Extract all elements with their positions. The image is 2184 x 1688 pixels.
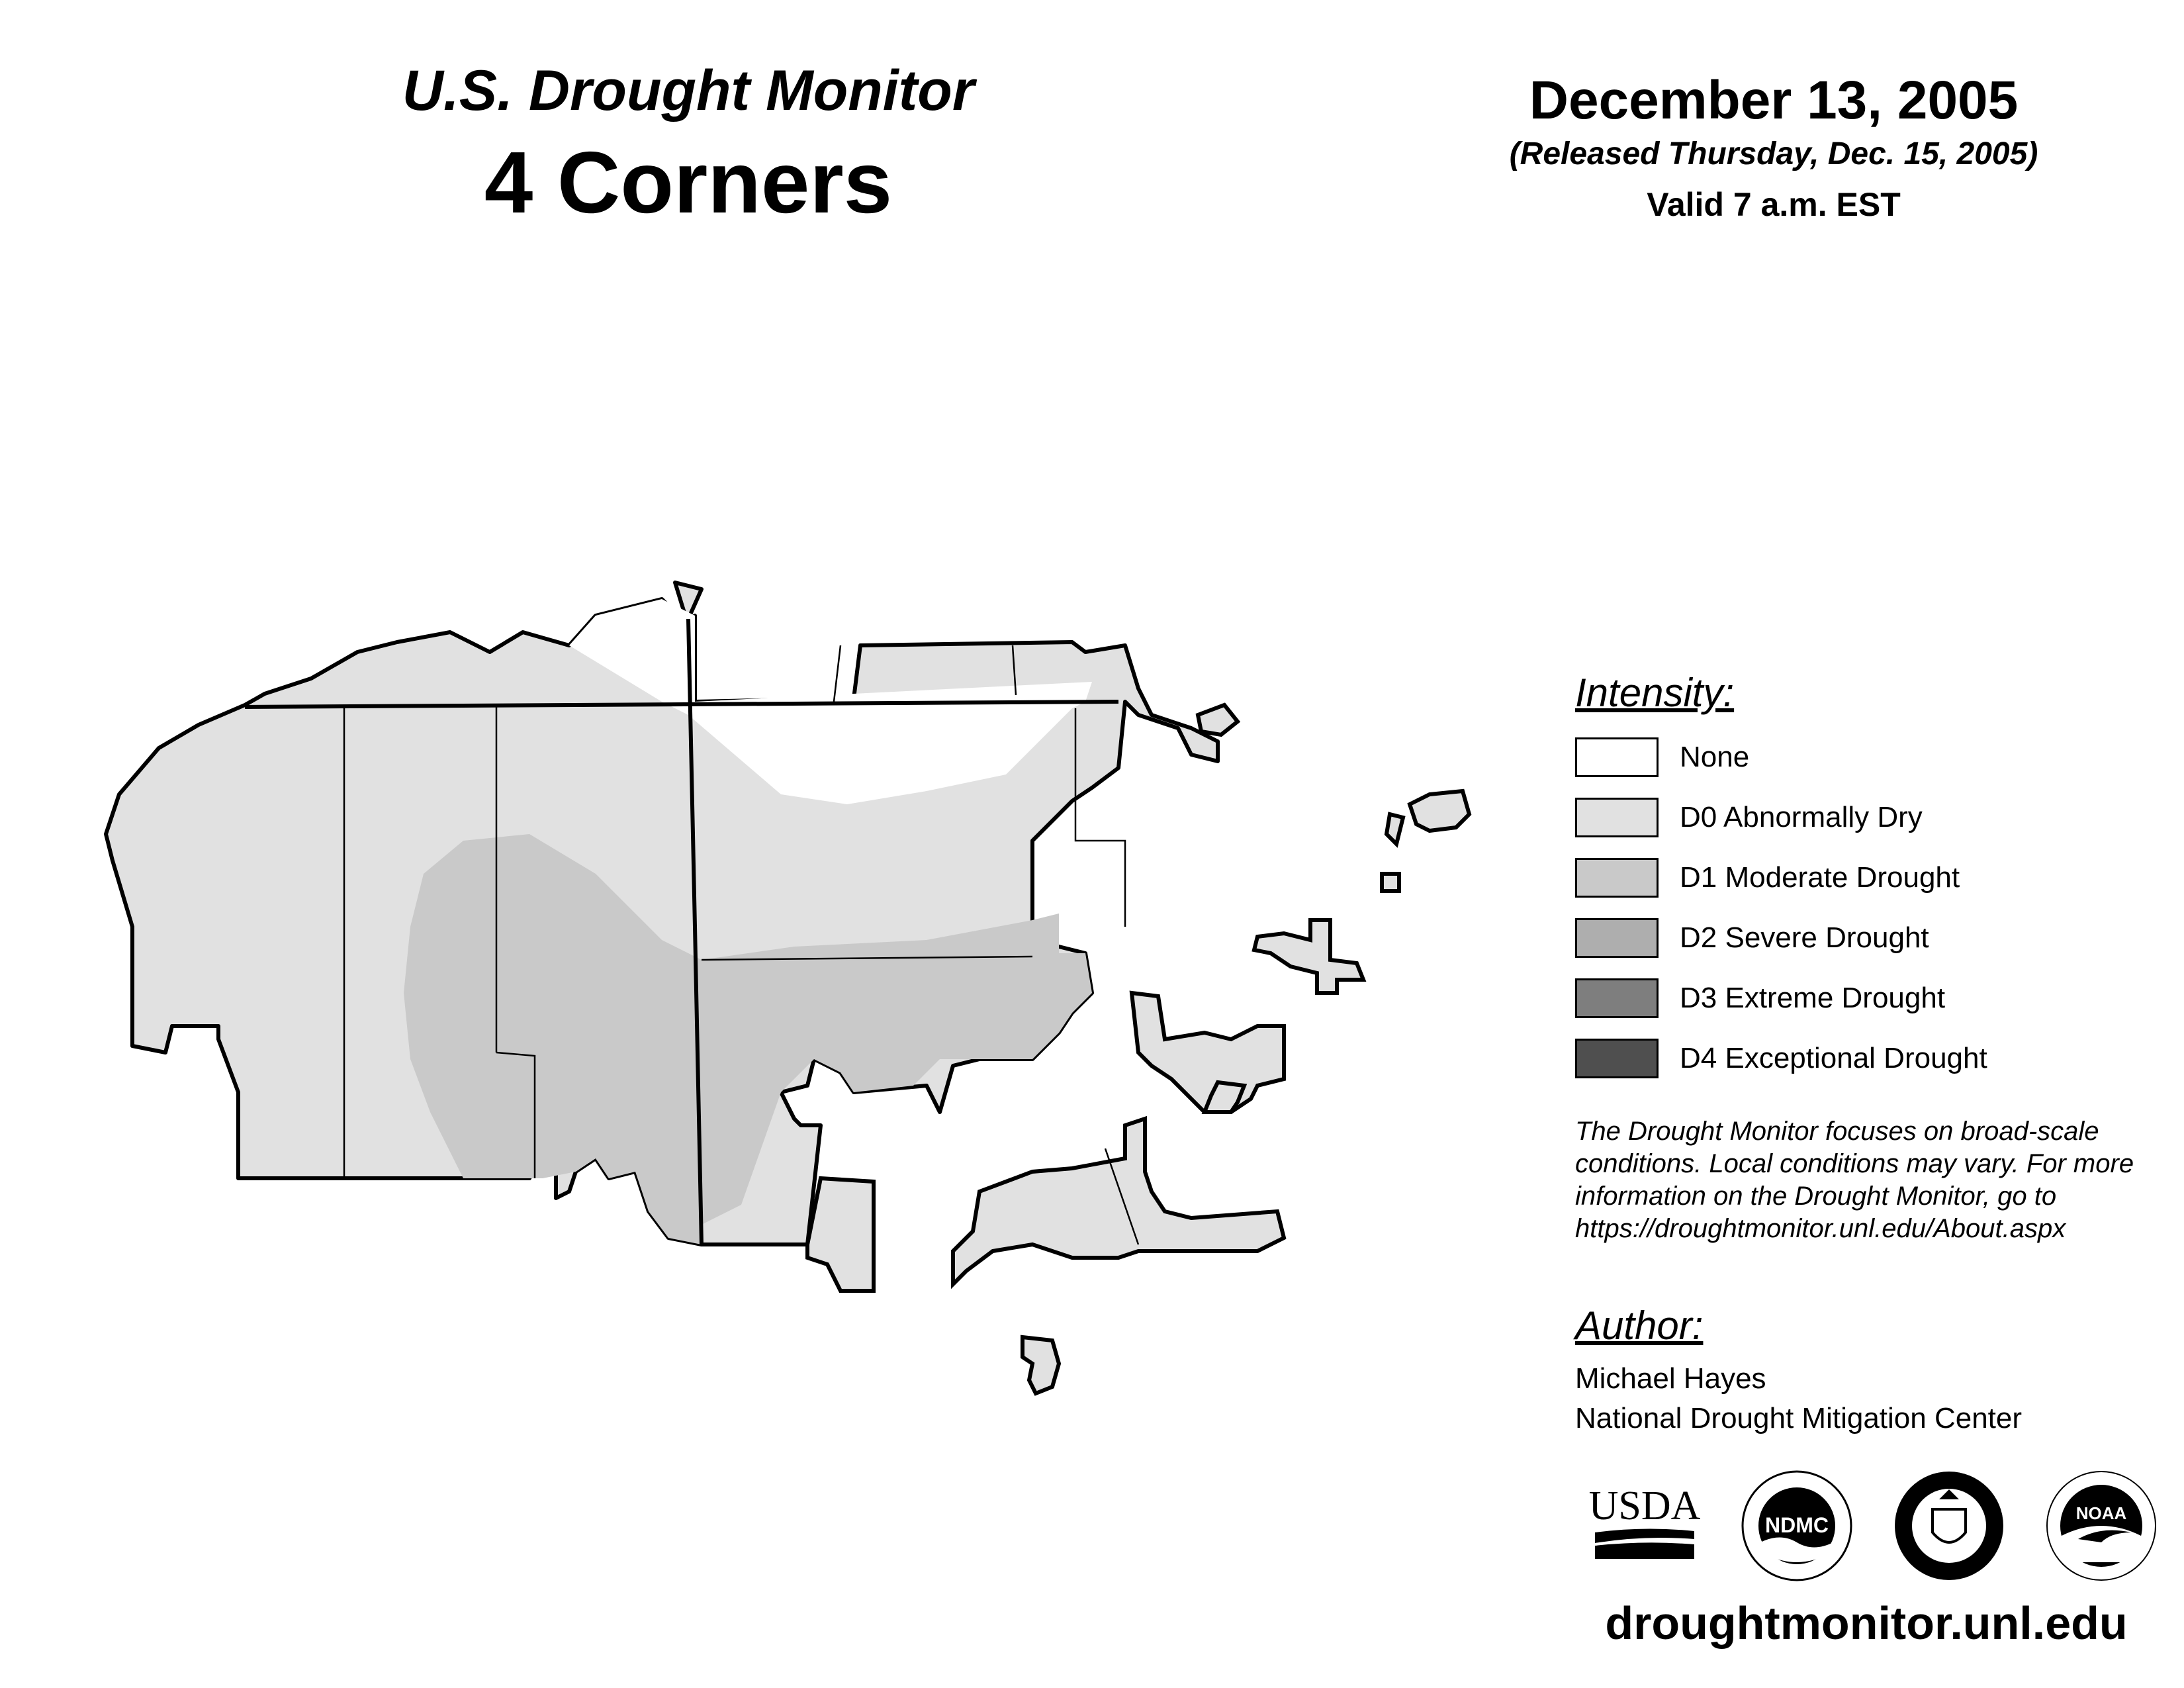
legend-swatch [1575, 798, 1659, 837]
region-south-lobe [807, 1178, 874, 1291]
region-patch-3 [1254, 920, 1363, 993]
legend-swatch [1575, 1039, 1659, 1078]
doc-seal-logo [1893, 1470, 2005, 1582]
ndmc-logo-text: NDMC [1765, 1513, 1829, 1537]
legend-swatch [1575, 918, 1659, 958]
legend-item [1575, 796, 1923, 839]
legend-item [1575, 917, 1929, 959]
legend-label: None [1680, 741, 1750, 773]
legend-swatch [1575, 978, 1659, 1018]
disclaimer-note: The Drought Monitor focuses on broad-scale conditions. Local conditions may vary. For more information on the Drought Monitor, go to https://droughtmonitor.unl.edu/About.aspx [1575, 1117, 2134, 1243]
region-patch-9 [1198, 705, 1238, 735]
legend-title: Intensity: [1575, 671, 1735, 715]
valid-time: Valid 7 a.m. EST [1647, 186, 1901, 223]
map-title: U.S. Drought Monitor [402, 59, 975, 122]
legend-label: D4 Exceptional Drought [1680, 1042, 1987, 1074]
region-patch-8 [1023, 1337, 1059, 1393]
noaa-logo-text: NOAA [2075, 1503, 2127, 1523]
region-title: 4 Corners [484, 134, 893, 231]
usda-logo [1588, 1479, 1701, 1566]
website-url[interactable]: droughtmonitor.unl.edu [1605, 1597, 2128, 1649]
legend-label: D2 Severe Drought [1680, 921, 1929, 954]
author-title: Author: [1575, 1303, 1704, 1348]
legend-label: D1 Moderate Drought [1680, 861, 1960, 894]
region-patch-5 [1387, 814, 1403, 844]
legend-swatch [1575, 737, 1659, 777]
map-date: December 13, 2005 [1529, 70, 2019, 130]
author-name: Michael Hayes [1575, 1362, 1766, 1395]
legend-item [1575, 736, 1749, 778]
ndmc-logo [1741, 1470, 1853, 1582]
legend-item [1575, 977, 1945, 1019]
region-east-2 [953, 1119, 1284, 1284]
legend-label: D0 Abnormally Dry [1680, 801, 1923, 833]
noaa-logo [2045, 1470, 2158, 1582]
region-east-1 [1132, 993, 1284, 1112]
release-date: (Released Thursday, Dec. 15, 2005) [1509, 136, 2038, 171]
region-patch-6 [1382, 874, 1399, 891]
legend-item [1575, 857, 1960, 899]
legend-swatch [1575, 858, 1659, 898]
author-org: National Drought Mitigation Center [1575, 1402, 2023, 1434]
legend-item [1575, 1037, 1987, 1080]
usda-logo-text: USDA [1588, 1483, 1701, 1528]
region-patch-4 [1410, 791, 1469, 831]
legend-label: D3 Extreme Drought [1680, 982, 1946, 1014]
